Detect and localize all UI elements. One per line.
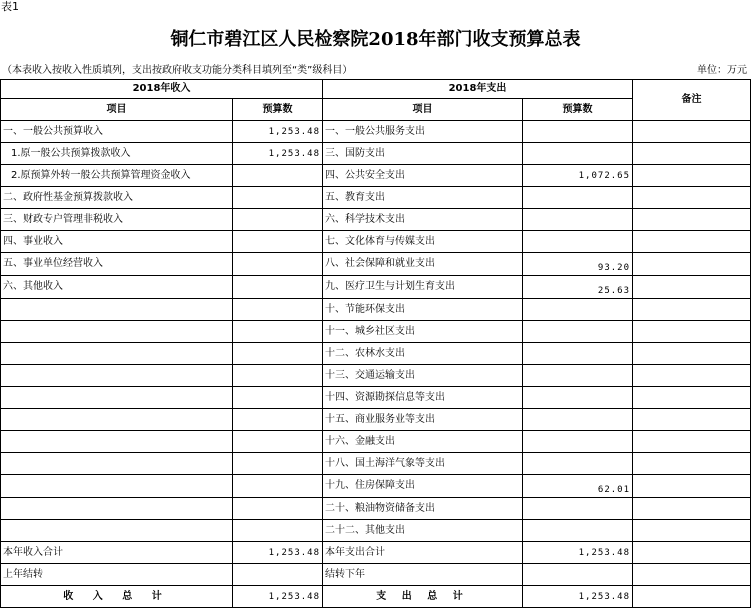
table-row (1, 475, 751, 498)
expense-value (523, 121, 633, 143)
table-row (1, 209, 751, 231)
income-value (233, 409, 323, 431)
remark-cell (633, 143, 751, 165)
remark-cell (633, 409, 751, 431)
remark-cell (633, 586, 751, 608)
income-item (1, 387, 233, 409)
page-title: 铜仁市碧江区人民检察院2018年部门收支预算总表 (170, 29, 581, 50)
expense-item: 十六、金融支出 (323, 431, 523, 453)
remark-cell (633, 475, 751, 498)
income-value (233, 387, 323, 409)
expense-item: 十三、交通运输支出 (323, 365, 523, 387)
grand-expense-value: 1,253.48 (523, 586, 633, 608)
remark-header: 备注 (633, 80, 751, 121)
remark-cell (633, 431, 751, 453)
remark-cell (633, 231, 751, 253)
income-item (1, 453, 233, 475)
income-item (1, 498, 233, 520)
income-value (233, 253, 323, 276)
expense-item: 十五、商业服务业等支出 (323, 409, 523, 431)
income-item (1, 365, 233, 387)
income-item (1, 520, 233, 542)
annual-total-row (1, 542, 751, 564)
table-row (1, 143, 751, 165)
income-value: 1,253.48 (233, 121, 323, 143)
expense-group-header: 2018年支出 (323, 80, 633, 99)
expense-item: 一、一般公共服务支出 (323, 121, 523, 143)
expense-total-label: 本年支出合计 (323, 542, 523, 564)
income-value (233, 520, 323, 542)
expense-item: 十一、城乡社区支出 (323, 321, 523, 343)
remark-cell (633, 520, 751, 542)
income-value (233, 231, 323, 253)
income-value (233, 498, 323, 520)
remark-cell (633, 165, 751, 187)
income-total-label: 本年收入合计 (1, 542, 233, 564)
income-item (1, 299, 233, 321)
income-value (233, 321, 323, 343)
remark-cell (633, 299, 751, 321)
expense-value (523, 321, 633, 343)
table-row (1, 276, 751, 299)
income-value (233, 475, 323, 498)
income-item-header: 项目 (1, 99, 233, 121)
income-item (1, 409, 233, 431)
budget-table (0, 79, 751, 608)
income-value (233, 453, 323, 475)
expense-item: 十、节能环保支出 (323, 299, 523, 321)
unit-label: 单位：万元 (697, 65, 747, 76)
income-item: 2.原预算外转一般公共预算管理资金收入 (1, 165, 233, 187)
remark-cell (633, 387, 751, 409)
remark-cell (633, 343, 751, 365)
expense-item: 十九、住房保障支出 (323, 475, 523, 498)
expense-value (523, 231, 633, 253)
expense-value (523, 498, 633, 520)
income-item: 二、政府性基金预算拨款收入 (1, 187, 233, 209)
income-value (233, 276, 323, 299)
table-row (1, 165, 751, 187)
remark-cell (633, 321, 751, 343)
table-note: （本表收入按收入性质填列，支出按政府收支功能分类科目填列至“类”级科目） (2, 65, 353, 76)
income-item (1, 431, 233, 453)
income-value (233, 187, 323, 209)
sheet-tag: 表1 (1, 0, 19, 13)
remark-cell (633, 209, 751, 231)
income-item: 三、财政专户管理非税收入 (1, 209, 233, 231)
expense-value: 25.63 (523, 276, 633, 299)
income-budget-header: 预算数 (233, 99, 323, 121)
expense-value (523, 453, 633, 475)
table-row (1, 253, 751, 276)
carryover-in-value (233, 564, 323, 586)
income-total-value: 1,253.48 (233, 542, 323, 564)
income-value (233, 365, 323, 387)
expense-item-header: 项目 (323, 99, 523, 121)
carryover-row (1, 564, 751, 586)
expense-item: 二十、粮油物资储备支出 (323, 498, 523, 520)
table-row (1, 321, 751, 343)
expense-value (523, 343, 633, 365)
remark-cell (633, 453, 751, 475)
income-value (233, 299, 323, 321)
income-value (233, 165, 323, 187)
table-row (1, 409, 751, 431)
income-group-header: 2018年收入 (1, 80, 323, 99)
expense-item: 四、公共安全支出 (323, 165, 523, 187)
income-item (1, 475, 233, 498)
income-item (1, 321, 233, 343)
income-item: 四、事业收入 (1, 231, 233, 253)
remark-cell (633, 121, 751, 143)
expense-value: 62.01 (523, 475, 633, 498)
expense-total-value: 1,253.48 (523, 542, 633, 564)
income-item: 五、事业单位经营收入 (1, 253, 233, 276)
expense-item: 八、社会保障和就业支出 (323, 253, 523, 276)
table-row (1, 365, 751, 387)
grand-income-label: 收 入 总 计 (1, 586, 233, 608)
table-row (1, 121, 751, 143)
income-value (233, 209, 323, 231)
remark-cell (633, 365, 751, 387)
expense-item: 七、文化体育与传媒支出 (323, 231, 523, 253)
expense-value (523, 520, 633, 542)
income-item: 六、其他收入 (1, 276, 233, 299)
remark-cell (633, 498, 751, 520)
expense-value (523, 143, 633, 165)
income-value (233, 343, 323, 365)
expense-value (523, 387, 633, 409)
table-row (1, 431, 751, 453)
remark-cell (633, 542, 751, 564)
remark-cell (633, 253, 751, 276)
expense-item: 三、国防支出 (323, 143, 523, 165)
expense-item: 十四、资源勘探信息等支出 (323, 387, 523, 409)
table-row (1, 231, 751, 253)
remark-cell (633, 564, 751, 586)
expense-value (523, 299, 633, 321)
table-row (1, 387, 751, 409)
expense-value (523, 365, 633, 387)
table-row (1, 187, 751, 209)
table-row (1, 453, 751, 475)
grand-income-value: 1,253.48 (233, 586, 323, 608)
carryover-in-label: 上年结转 (1, 564, 233, 586)
income-value: 1,253.48 (233, 143, 323, 165)
table-row (1, 520, 751, 542)
grand-total-row (1, 586, 751, 608)
expense-value: 1,072.65 (523, 165, 633, 187)
expense-item: 十二、农林水支出 (323, 343, 523, 365)
income-value (233, 431, 323, 453)
expense-item: 二十二、其他支出 (323, 520, 523, 542)
income-item: 1.原一般公共预算拨款收入 (1, 143, 233, 165)
expense-item: 六、科学技术支出 (323, 209, 523, 231)
carryover-out-label: 结转下年 (323, 564, 523, 586)
expense-value (523, 409, 633, 431)
expense-item: 十八、国土海洋气象等支出 (323, 453, 523, 475)
income-item (1, 343, 233, 365)
remark-cell (633, 276, 751, 299)
grand-expense-label: 支 出 总 计 (323, 586, 523, 608)
header-row-groups (1, 80, 751, 99)
table-row (1, 343, 751, 365)
expense-value (523, 187, 633, 209)
expense-item: 五、教育支出 (323, 187, 523, 209)
remark-cell (633, 187, 751, 209)
table-row (1, 299, 751, 321)
expense-budget-header: 预算数 (523, 99, 633, 121)
expense-value (523, 431, 633, 453)
expense-item: 九、医疗卫生与计划生育支出 (323, 276, 523, 299)
expense-value: 93.20 (523, 253, 633, 276)
expense-value (523, 209, 633, 231)
carryover-out-value (523, 564, 633, 586)
income-item: 一、一般公共预算收入 (1, 121, 233, 143)
table-row (1, 498, 751, 520)
